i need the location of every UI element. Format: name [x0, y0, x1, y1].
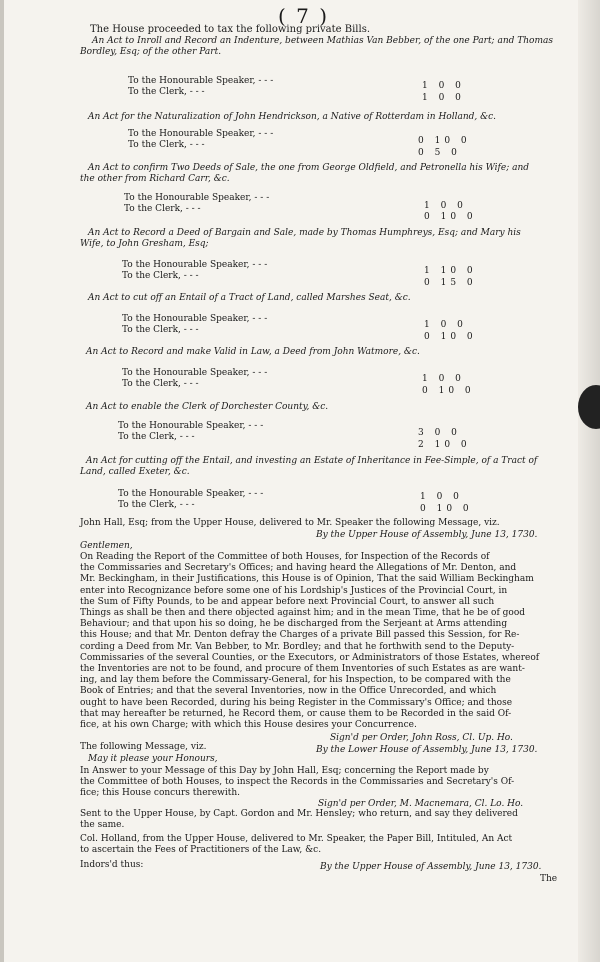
- message-2-salutation: May it please your Honours,: [88, 754, 218, 764]
- message-1-body-line: fice, at his own Charge; with which this House desires your Concurrence.: [80, 720, 417, 731]
- page-number: ( 7 ): [278, 4, 330, 28]
- message-1-body-line: Things as shall be then and there objected against him; and in the mean Time, that he be of good: [80, 608, 526, 619]
- message-2-body: [80, 766, 514, 800]
- bill-5-clerk-label: To the Clerk, - - -: [122, 325, 199, 335]
- catchword: The: [540, 874, 558, 884]
- message-2-intro: The following Message, viz.: [80, 742, 207, 752]
- message-1-dateline: By the Upper House of Assembly, June 13, 1730.: [316, 530, 538, 540]
- message-1-intro: John Hall, Esq; from the Upper House, delivered to Mr. Speaker the following Message, viz.: [80, 518, 500, 528]
- bill-2-speaker-label: To the Honourable Speaker, - - -: [128, 129, 274, 139]
- bill-1-clerk-label: To the Clerk, - - -: [128, 87, 205, 97]
- message-1-body-line: On Reading the Report of the Committee of both Houses, for Inspection of the Records of: [80, 552, 490, 562]
- bill-1-clerk-fee: 1 0 0: [422, 93, 465, 103]
- closing-endorsed: Indors'd thus:: [80, 860, 144, 870]
- message-2-sent-line: the same.: [80, 820, 125, 831]
- bill-8-clerk-label: To the Clerk, - - -: [118, 500, 195, 510]
- bill-8-speaker-label: To the Honourable Speaker, - - -: [118, 489, 264, 499]
- bill-1-speaker-fee: 1 0 0: [422, 81, 465, 91]
- bill-4-speaker-label: To the Honourable Speaker, - - -: [122, 260, 268, 270]
- message-2-sent: [80, 809, 518, 831]
- bill-2-speaker-fee: 0 10 0: [418, 136, 471, 146]
- message-1-signature: Sign'd per Order, John Ross, Cl. Up. Ho.: [330, 733, 513, 743]
- message-2-sent-line: Sent to the Upper House, by Capt. Gordon and Mr. Hensley; who return, and say they delivered: [80, 809, 518, 819]
- message-1-body-line: cording a Deed from Mr. Van Bebber, to Mr. Bordley; and that he forthwith send to the Deputy-: [80, 641, 515, 652]
- message-1-body-line: the Inventories are not to be found, and procure of them Inventories of such Estates as are want-: [80, 664, 525, 675]
- bill-7-clerk-label: To the Clerk, - - -: [118, 432, 195, 442]
- bill-8-clerk-fee: 0 10 0: [420, 504, 473, 514]
- page-left-edge: [0, 0, 4, 962]
- bill-1-speaker-label: To the Honourable Speaker, - - -: [128, 76, 274, 86]
- bill-4-title-line-1: An Act to Record a Deed of Bargain and Sale, made by Thomas Humphreys, Esq; and Mary his: [88, 228, 521, 238]
- bill-8-speaker-fee: 1 0 0: [420, 492, 463, 502]
- intro-heading: The House proceeded to tax the following private Bills.: [90, 24, 371, 35]
- bill-5-speaker-label: To the Honourable Speaker, - - -: [122, 314, 268, 324]
- message-1-body-line: the Sum of Fifty Pounds, to be and appear before next Provincial Court, to answer all such: [80, 596, 495, 607]
- bill-6-title: An Act to Record and make Valid in Law, a Deed from John Watmore, &c.: [86, 347, 420, 357]
- page-right-edge: [578, 0, 600, 962]
- bill-6-clerk-fee: 0 10 0: [422, 386, 475, 396]
- bill-4-clerk-label: To the Clerk, - - -: [122, 271, 199, 281]
- bill-1-title-line-1: An Act to Inroll and Record an Indenture, between Mathias Van Bebber, of the one Part; and Thomas: [92, 36, 553, 46]
- bill-7-speaker-label: To the Honourable Speaker, - - -: [118, 421, 264, 431]
- bill-4-title-line-2: Wife, to John Gresham, Esq;: [80, 239, 209, 249]
- bill-8-title-line-1: An Act for cutting off the Entail, and investing an Estate of Inheritance in Fee-Simple, of a Tract of: [86, 456, 538, 466]
- message-2-body-line: fice; this House concurs therewith.: [80, 788, 241, 799]
- bill-3-speaker-fee: 1 0 0: [424, 201, 467, 211]
- message-1-salutation: Gentlemen,: [80, 541, 133, 551]
- bill-4-clerk-fee: 0 15 0: [424, 278, 477, 288]
- closing-line: to ascertain the Fees of Practitioners of the Law, &c.: [80, 845, 322, 856]
- message-1-body-line: Mr. Beckingham, in their Justifications, this House is of Opinion, That the said William Beckingham: [80, 574, 534, 585]
- bill-5-speaker-fee: 1 0 0: [424, 320, 467, 330]
- bill-4-speaker-fee: 1 10 0: [424, 266, 477, 276]
- closing-paragraph: [80, 834, 512, 856]
- message-2-dateline: By the Lower House of Assembly, June 13, 1730.: [316, 745, 538, 755]
- message-1-body: [80, 552, 539, 731]
- bill-3-clerk-label: To the Clerk, - - -: [124, 204, 201, 214]
- message-2-signature: Sign'd per Order, M. Macnemara, Cl. Lo. Ho.: [318, 799, 524, 809]
- message-1-body-line: ought to have been Recorded, during his being Register in the Commissary's Office; and those: [80, 697, 513, 708]
- bill-8-title-line-2: Land, called Exeter, &c.: [80, 467, 190, 477]
- bill-7-title: An Act to enable the Clerk of Dorchester County, &c.: [86, 402, 329, 412]
- bill-3-title-line-1: An Act to confirm Two Deeds of Sale, the one from George Oldfield, and Petronella his Wife; and: [88, 163, 530, 173]
- bill-7-speaker-fee: 3 0 0: [418, 428, 461, 438]
- bill-3-speaker-label: To the Honourable Speaker, - - -: [124, 193, 270, 203]
- bill-5-clerk-fee: 0 10 0: [424, 332, 477, 342]
- bill-2-clerk-fee: 0 5 0: [418, 148, 461, 158]
- message-1-body-line: Commissaries of the several Counties, or the Executors, or Administrators of those Estates, whereof: [80, 652, 540, 663]
- bill-1-title-line-2: Bordley, Esq; of the other Part.: [80, 47, 222, 57]
- bill-5-title: An Act to cut off an Entail of a Tract of Land, called Marshes Seat, &c.: [88, 293, 411, 303]
- message-1-body-line: ing, and lay them before the Commissary-General, for his Inspection, to be compared with the: [80, 675, 511, 686]
- bill-2-clerk-label: To the Clerk, - - -: [128, 140, 205, 150]
- bill-3-title-line-2: the other from Richard Carr, &c.: [80, 174, 230, 184]
- bill-6-speaker-fee: 1 0 0: [422, 374, 465, 384]
- message-1-body-line: Behaviour; and that upon his so doing, he be discharged from the Serjeant at Arms attending: [80, 619, 508, 630]
- message-2-body-line: the Committee of both Houses, to inspect the Records in the Commissaries and Secretary's Of-: [80, 777, 515, 788]
- bill-6-clerk-label: To the Clerk, - - -: [122, 379, 199, 389]
- message-1-body-line: the Commissaries and Secretary's Offices; and having heard the Allegations of Mr. Denton, and: [80, 563, 517, 574]
- message-1-body-line: that may hereafter be returned, he Record them, or cause them to be Recorded in the said Of-: [80, 708, 512, 719]
- message-1-body-line: this House; and that Mr. Denton defray the Charges of a private Bill passed this Session, for Re-: [80, 630, 520, 641]
- bill-2-title: An Act for the Naturalization of John Hendrickson, a Native of Rotterdam in Holland, &c.: [88, 112, 497, 122]
- bill-3-clerk-fee: 0 10 0: [424, 212, 477, 222]
- closing-line: Col. Holland, from the Upper House, delivered to Mr. Speaker, the Paper Bill, Intituled, An Act: [80, 834, 513, 844]
- message-1-body-line: enter into Recognizance before some one of his Lordship's Justices of the Provincial Court, in: [80, 585, 508, 596]
- bill-7-clerk-fee: 2 10 0: [418, 440, 471, 450]
- message-1-body-line: Book of Entries; and that the several Inventories, now in the Office Unrecorded, and which: [80, 686, 497, 697]
- message-2-body-line: In Answer to your Message of this Day by John Hall, Esq; concerning the Report made by: [80, 766, 489, 776]
- closing-dateline: By the Upper House of Assembly, June 13, 1730.: [320, 862, 542, 872]
- bill-6-speaker-label: To the Honourable Speaker, - - -: [122, 368, 268, 378]
